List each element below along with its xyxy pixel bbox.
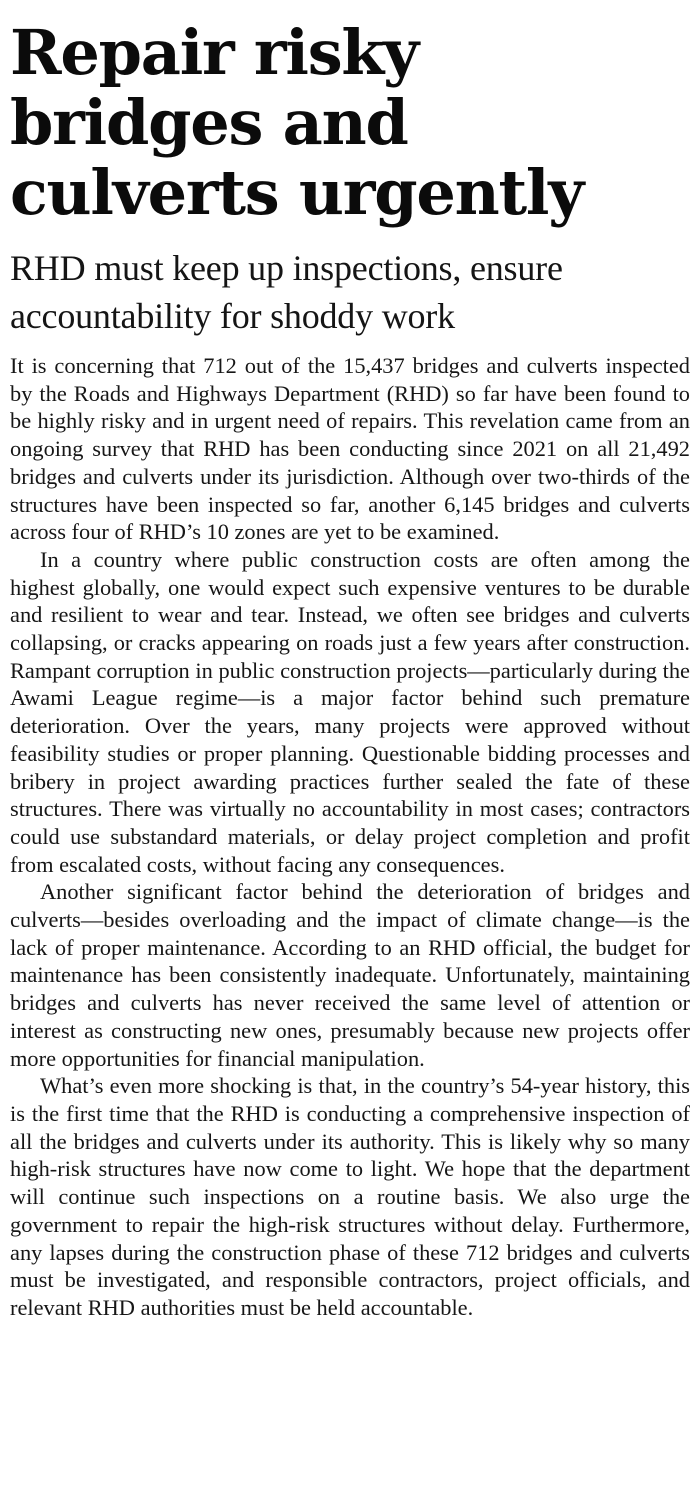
article-body [10, 352, 690, 1322]
headline: Repair risky bridges and culverts urgently [10, 16, 584, 229]
body-paragraph: In a country where public construction costs are often among the highest globally, one would expect such expensive ventures to be durable and resilient to wear and tear. Instead, we often see bridges and culverts collapsing, or cracks appearing on roads just a few years after construction. Rampant corruption in public construction projects—particularly during the Awami League regime—is a major factor behind such premature deterioration. Over the years, many projects were approved without feasibility studies or proper planning. Questionable bidding processes and bribery in project awarding practices further sealed the fate of these structures. There was virtually no accountability in most cases; contractors could use substandard materials, or delay project completion and profit from escalated costs, without facing any consequences. [10, 546, 690, 877]
body-paragraph: Another significant factor behind the deterioration of bridges and culverts—besides overloading and the impact of climate change—is the lack of proper maintenance. According to an RHD official, the budget for maintenance has been consistently inadequate. Unfortunately, maintaining bridges and culverts has never received the same level of attention or interest as constructing new ones, presumably because new projects offer more opportunities for financial manipulation. [10, 879, 690, 1071]
subheadline: RHD must keep up inspections, ensure accountability for shoddy work [10, 248, 563, 336]
body-paragraph: What’s even more shocking is that, in the country’s 54-year history, this is the first time that the RHD is conducting a comprehensive inspection of all the bridges and culverts under its authority. This is likely why so many high-risk structures have now come to light. We hope that the department will continue such inspections on a routine basis. We also urge the government to repair the high-risk structures without delay. Furthermore, any lapses during the construction phase of these 712 bridges and culverts must be investigated, and responsible contractors, project officials, and relevant RHD authorities must be held accountable. [10, 1073, 690, 1320]
body-paragraph: It is concerning that 712 out of the 15,437 bridges and culverts inspected by the Roads and Highways Department (RHD) so far have been found to be highly risky and in urgent need of repairs. This revelation came from an ongoing survey that RHD has been conducting since 2021 on all 21,492 bridges and culverts under its jurisdiction. Although over two-thirds of the structures have been inspected so far, another 6,145 bridges and culverts across four of RHD’s 10 zones are yet to be examined. [10, 353, 690, 545]
